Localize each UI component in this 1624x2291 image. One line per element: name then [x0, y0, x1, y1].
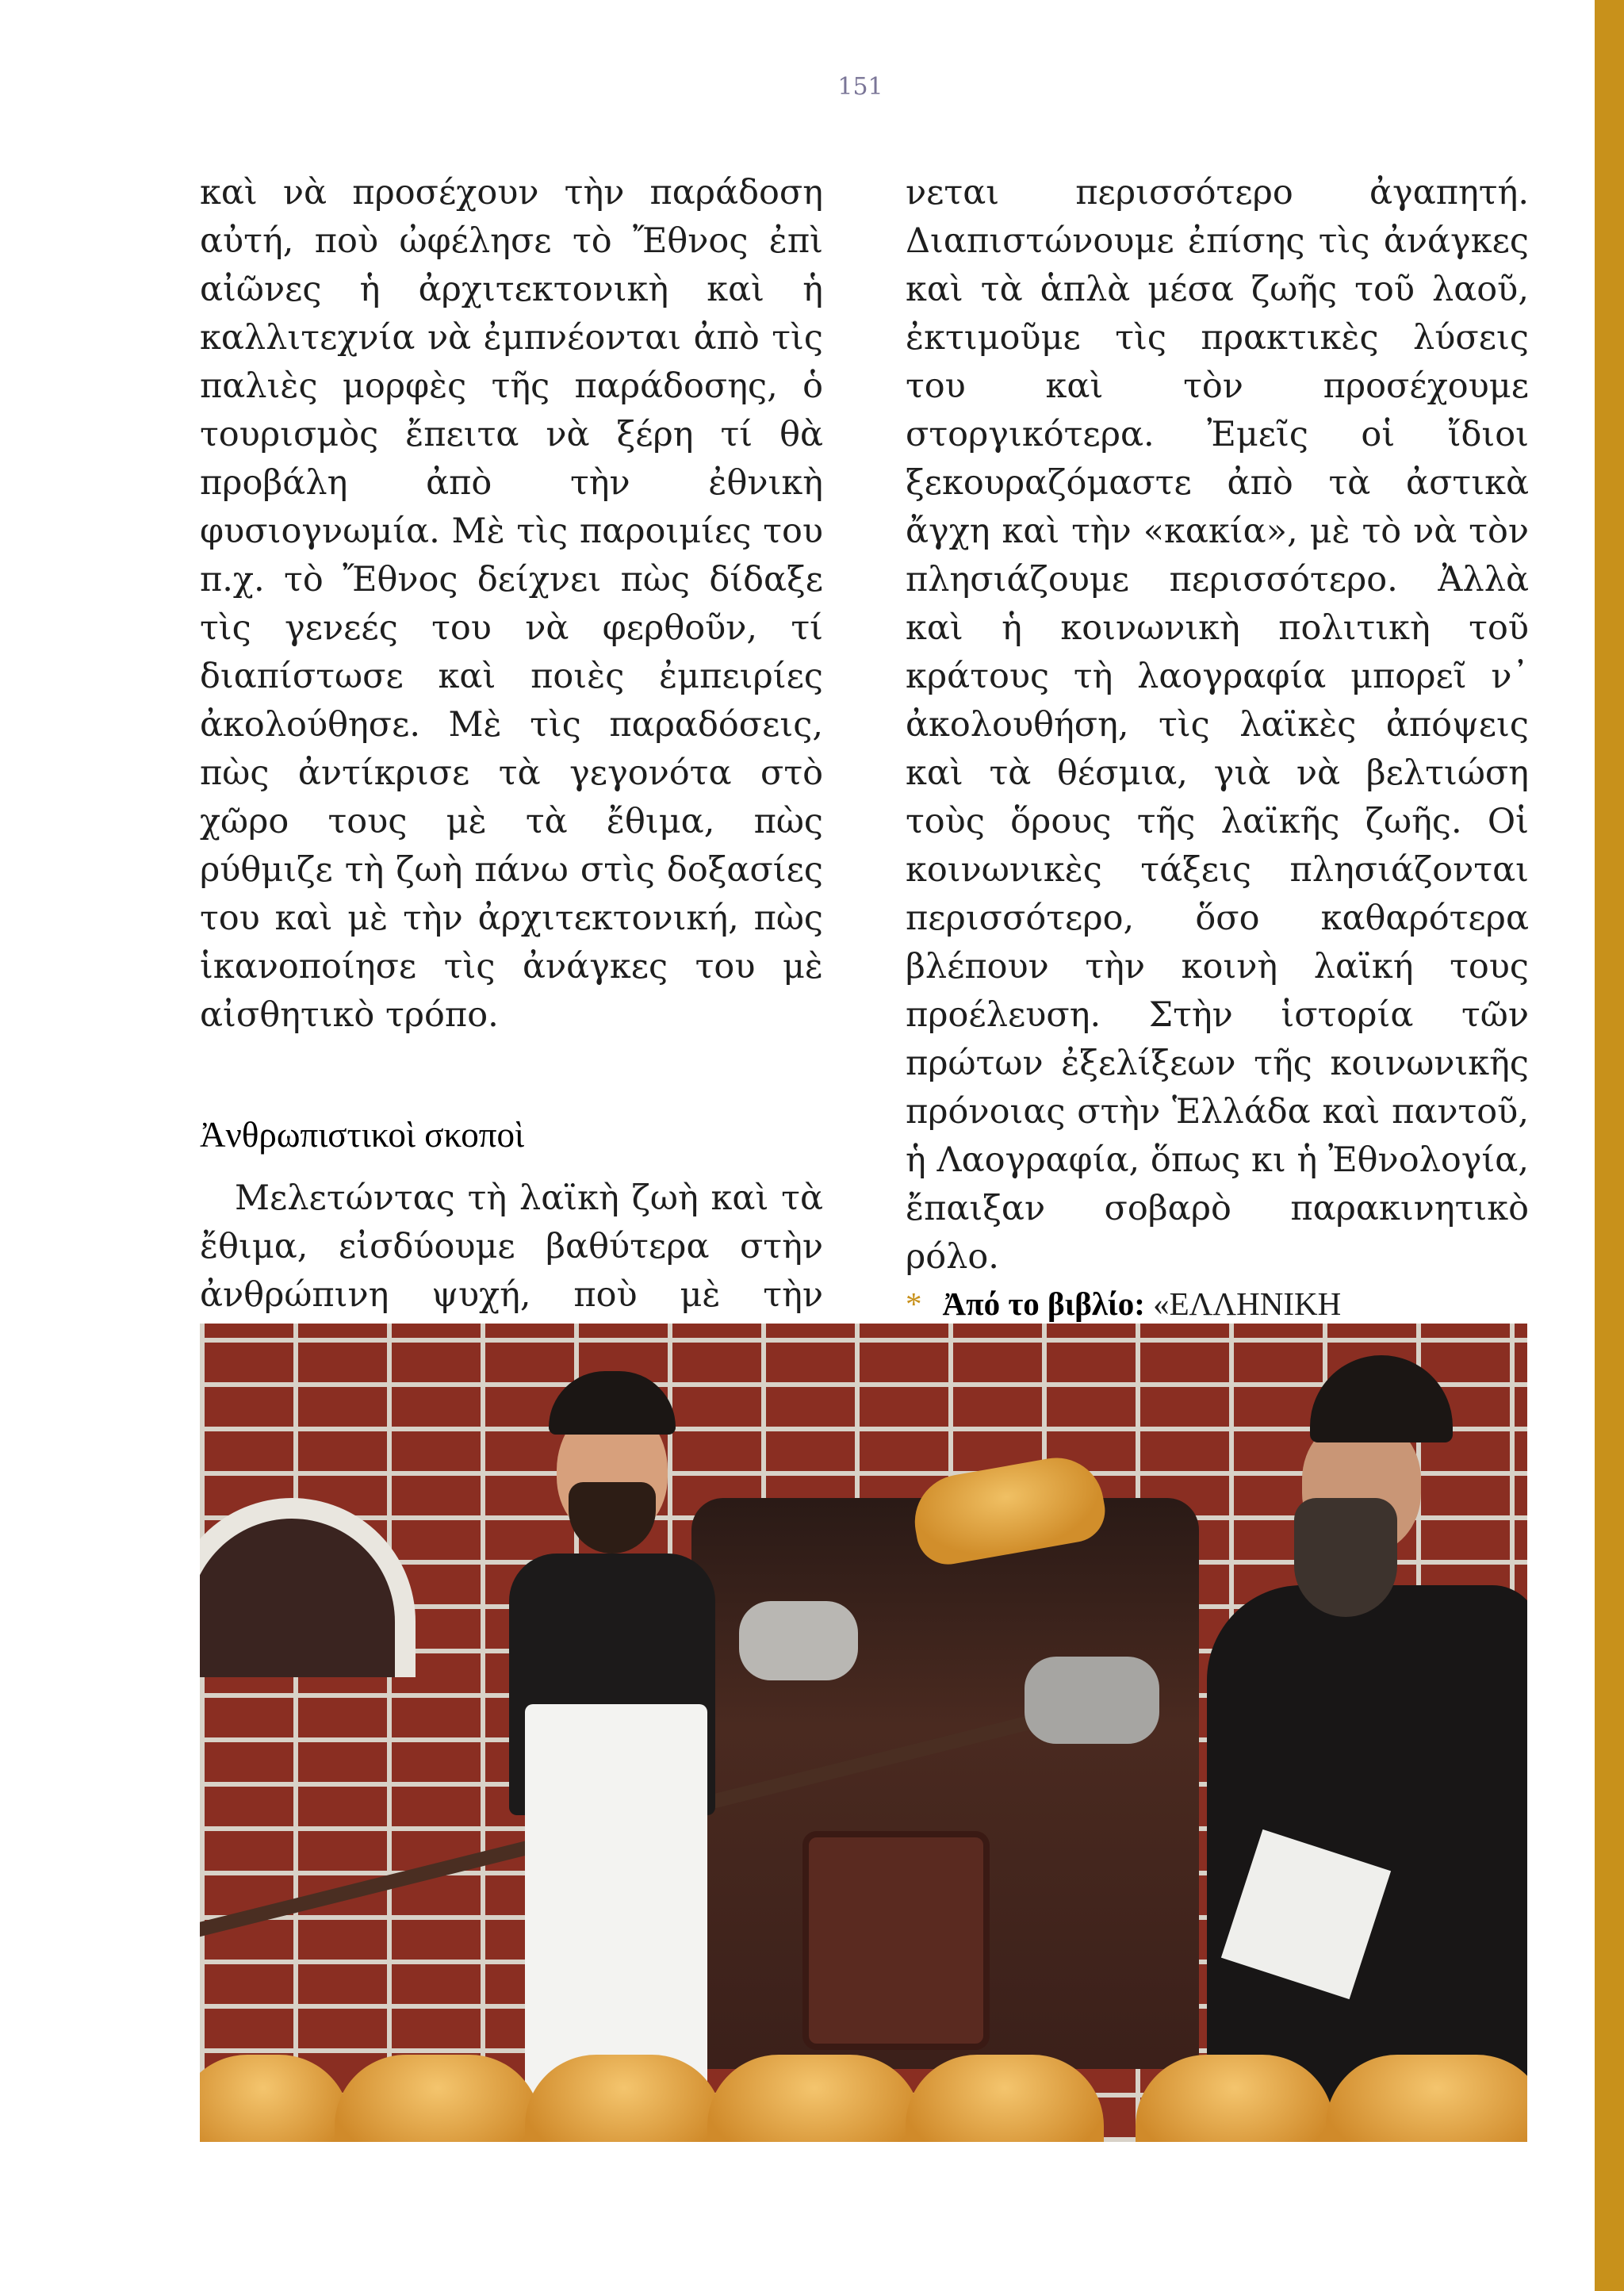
footnote-label: Ἀπό το βιβλίο:	[942, 1285, 1145, 1322]
oven-door	[802, 1831, 990, 2050]
left-paragraph-2: Μελετώντας τὴ λαϊκὴ ζωὴ καὶ τὰ ἔθιμα, εἰσδύουμε βαθύτερα στὴν ἀνθρώπινη ψυχή, ποὺ μὲ τὴν	[200, 1178, 823, 1315]
bread-loaves-row	[200, 2047, 1527, 2142]
baker-left	[501, 1355, 739, 2142]
footnote-star-icon: *	[906, 1285, 922, 1322]
left-column	[200, 169, 823, 1416]
black-hat	[1310, 1355, 1453, 1442]
left-paragraph-1: καὶ νὰ προσέχουν τὴν παράδοση αὐτή, ποὺ ὠφέλησε τὸ Ἔθνος ἐπὶ αἰῶνες ἡ ἀρχιτεκτονικὴ καὶ ἡ καλλιτεχνία νὰ ἐμπνέονται ἀπὸ τὶς παλιὲς μορφὲς τῆς παράδοσης, ὁ τουρισμὸς ἔπειτα νὰ ξέρη τί θὰ προβάλη ἀπὸ τὴν ἐθνικὴ φυσιογνωμία. Μὲ τὶς παροιμίες του π.χ. τὸ Ἔθνος δείχνει πὼς δίδαξε τὶς γενεές του νὰ φερθοῦν, τί διαπίστωσε καὶ ποιὲς ἐμπειρίες ἀκολούθησε. Μὲ τὶς παραδόσεις, πὼς ἀντίκρισε τὰ γεγονότα στὸ χῶρο τους μὲ τὰ ἔθιμα, πὼς ρύθμιζε τὴ ζωὴ πάνω στὶς δοξασίες του καὶ μὲ τὴν ἀρχιτεκτονική, πὼς ἱκανοποίησε τὶς ἀνάγκες του μὲ αἰσθητικὸ τρόπο.	[200, 173, 823, 1035]
accent-side-bar	[1595, 0, 1624, 2291]
page-number: 151	[837, 73, 883, 101]
black-hat	[549, 1371, 676, 1435]
oven-glove	[739, 1601, 858, 1680]
baker-right	[1112, 1355, 1527, 2142]
right-paragraph-1: νεται περισσότερο ἀγαπητή. Διαπιστώνουμε ἐπίσης τὶς ἀνάγκες καὶ τὰ ἁπλὰ μέσα ζωῆς τοῦ λαοῦ, ἐκτιμοῦμε τὶς πρακτικὲς λύσεις του καὶ τὸν προσέχουμε στοργικότερα. Ἐμεῖς οἱ ἴδιοι ξεκουραζόμαστε ἀπὸ τὰ ἀστικὰ ἄγχη καὶ τὴν «κακία», μὲ τὸ νὰ τὸν πλησιάζουμε περισσότερο. Ἀλλὰ καὶ ἡ κοινωνικὴ πολιτικὴ τοῦ κράτους τὴ λαογραφία μπορεῖ ν᾽ ἀκολουθήση, τὶς λαϊκὲς ἀπόψεις καὶ τὰ θέσμια, γιὰ νὰ βελτιώση τοὺς ὅρους τῆς λαϊκῆς ζωῆς. Οἱ κοινωνικὲς τάξεις πλησιάζονται περισσότερο, ὅσο καθαρότερα βλέπουν τὴν κοινὴ λαϊκή τους προέλευση. Στὴν ἱστορία τῶν πρώτων ἐξελίξεων τῆς κοινωνικῆς πρόνοιας στὴν Ἑλλάδα καὶ παντοῦ, ἡ Λαογραφία, ὅπως κι ἡ Ἐθνολογία, ἔπαιξαν σοβαρὸ παρακινητικὸ ρόλο.	[906, 173, 1529, 1277]
oven-glove	[1025, 1657, 1159, 1744]
oven-arch	[200, 1498, 416, 1677]
right-column	[906, 169, 1529, 1417]
footnote-source-text: «ΕΛΛΗΝΙΚΗ	[1153, 1285, 1342, 1322]
section-heading: Ἀνθρωπιστικοὶ σκοποὶ	[200, 1115, 525, 1155]
bakery-photograph	[200, 1324, 1527, 2142]
